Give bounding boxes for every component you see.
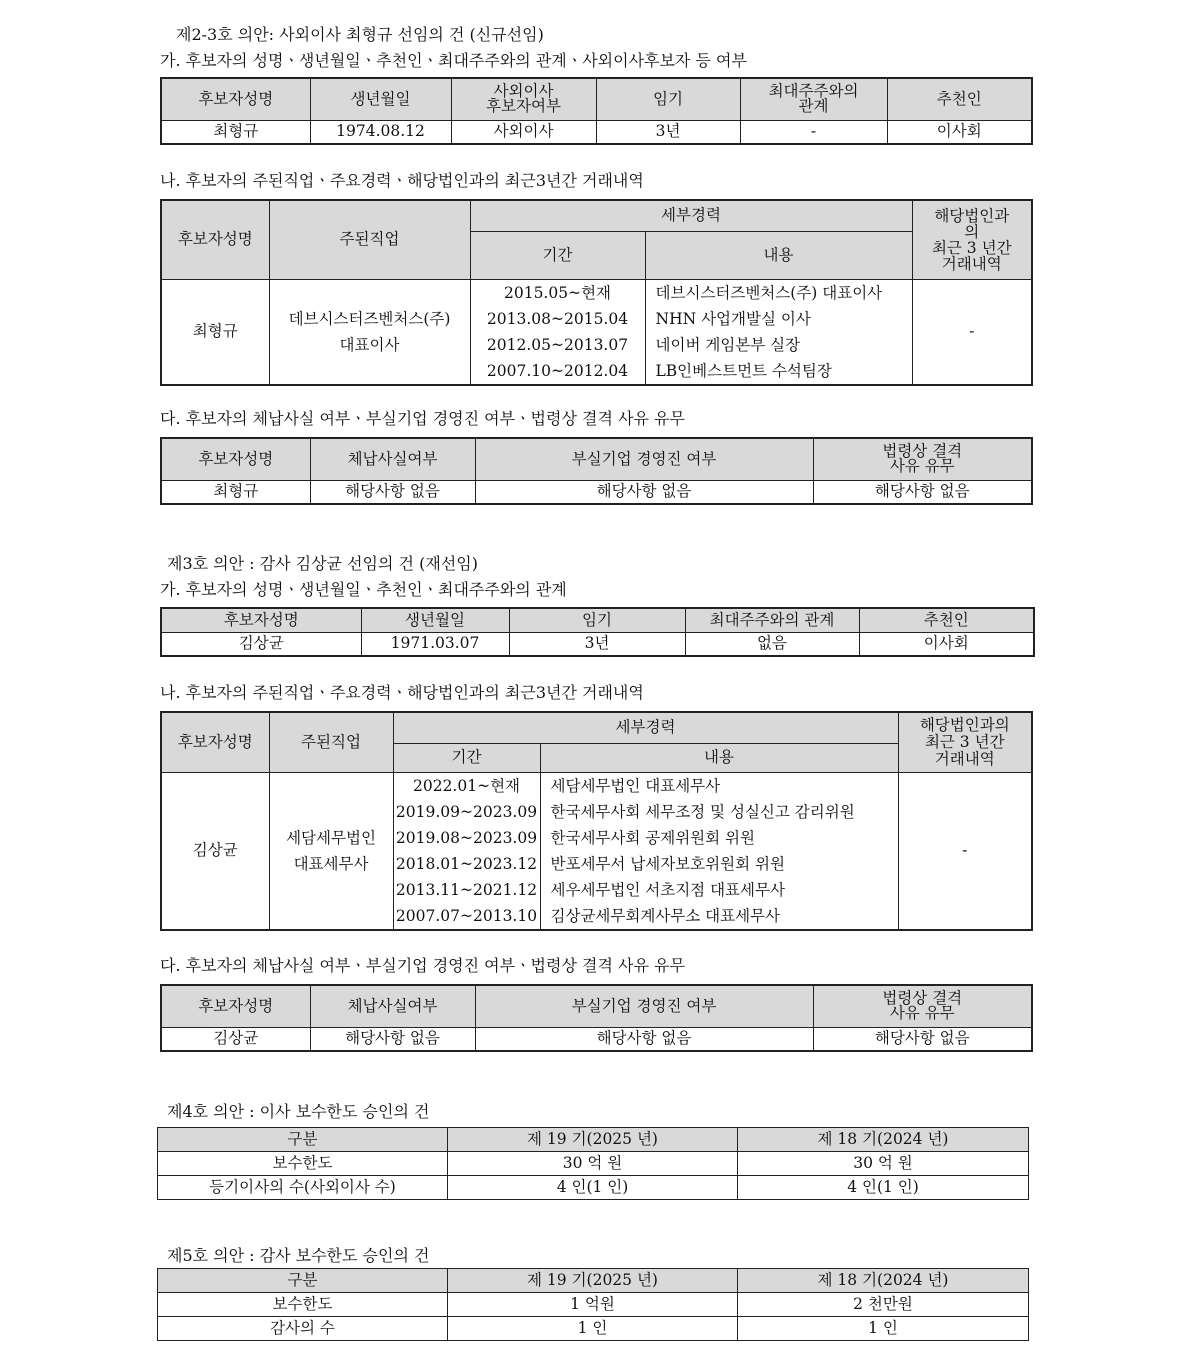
header-category: 구분	[158, 1269, 448, 1293]
header-relation: 최대주주와의 관계	[685, 608, 859, 632]
cell-job: 세담세무법인 대표세무사	[269, 772, 393, 930]
cell-category: 보수한도	[158, 1152, 448, 1176]
cell-term-19: 30 억 원	[448, 1152, 738, 1176]
cell-trade: -	[912, 279, 1032, 385]
header-relation: 최대주주와의 관계	[740, 78, 887, 120]
header-legal-reason: 법령상 결격 사유 유무	[813, 438, 1032, 480]
header-name: 후보자성명	[161, 438, 310, 480]
section-c-heading: 다. 후보자의 체납사실 여부ㆍ부실기업 경영진 여부ㆍ법령상 결격 사유 유무	[160, 956, 685, 975]
header-insolvent: 부실기업 경영진 여부	[475, 438, 813, 480]
header-career: 세부경력	[393, 712, 898, 743]
header-name: 후보자성명	[161, 712, 269, 772]
section-b-heading: 나. 후보자의 주된직업ㆍ주요경력ㆍ해당법인과의 최근3년간 거래내역	[160, 683, 644, 702]
cell-category: 등기이사의 수(사외이사 수)	[158, 1176, 448, 1200]
cell-category: 보수한도	[158, 1293, 448, 1317]
header-term-19: 제 19 기(2025 년)	[448, 1269, 738, 1293]
cell-term-19: 1 인	[448, 1317, 738, 1341]
content-item: 세우세무법인 서초지점 대표세무사	[550, 880, 785, 899]
content-item: 네이버 게임본부 실장	[655, 335, 801, 354]
header-outside-director: 사외이사 후보자여부	[451, 78, 596, 120]
cell-category: 감사의 수	[158, 1317, 448, 1341]
cell-birth: 1974.08.12	[310, 120, 451, 144]
header-term-19: 제 19 기(2025 년)	[448, 1128, 738, 1152]
section-b-heading: 나. 후보자의 주된직업ㆍ주요경력ㆍ해당법인과의 최근3년간 거래내역	[160, 171, 644, 190]
cell-name: 김상균	[161, 632, 361, 656]
cell-legal-reason: 해당사항 없음	[813, 1027, 1032, 1051]
cell-name: 김상균	[161, 1027, 310, 1051]
period-item: 2019.08~2023.09	[395, 828, 538, 847]
header-name: 후보자성명	[161, 985, 310, 1027]
header-tax-arrears: 체납사실여부	[310, 438, 475, 480]
section-a-heading: 가. 후보자의 성명ㆍ생년월일ㆍ추천인ㆍ최대주주와의 관계	[160, 580, 567, 599]
cell-tax-arrears: 해당사항 없음	[310, 480, 475, 504]
content-item: 한국세무사회 공제위원회 위원	[550, 828, 756, 847]
cell-term-18: 2 천만원	[738, 1293, 1029, 1317]
header-term: 임기	[596, 78, 740, 120]
agenda-2-3-title: 제2-3호 의안: 사외이사 최형규 선임의 건 (신규선임)	[176, 25, 544, 44]
header-career: 세부경력	[470, 200, 912, 231]
agenda-4-title: 제4호 의안 : 이사 보수한도 승인의 건	[167, 1102, 430, 1121]
content-item: 한국세무사회 세무조정 및 성실신고 감리위원	[550, 802, 855, 821]
cell-term-18: 30 억 원	[738, 1152, 1029, 1176]
agenda-5-title: 제5호 의안 : 감사 보수한도 승인의 건	[167, 1246, 430, 1265]
cell-relation: 없음	[685, 632, 859, 656]
content-item: 세담세무법인 대표세무사	[550, 776, 721, 795]
cell-legal-reason: 해당사항 없음	[813, 480, 1032, 504]
header-name: 후보자성명	[161, 200, 269, 279]
cell-contents	[645, 279, 912, 385]
candidate-info-table	[160, 77, 1033, 145]
cell-insolvent: 해당사항 없음	[475, 480, 813, 504]
header-recommender: 추천인	[887, 78, 1032, 120]
header-name: 후보자성명	[161, 78, 310, 120]
disqualification-table	[160, 984, 1033, 1052]
header-category: 구분	[158, 1128, 448, 1152]
cell-name: 최형규	[161, 120, 310, 144]
period-item: 2018.01~2023.12	[395, 854, 538, 873]
cell-birth: 1971.03.07	[361, 632, 509, 656]
header-birth: 생년월일	[361, 608, 509, 632]
cell-name: 김상균	[161, 772, 269, 930]
cell-relation: -	[740, 120, 887, 144]
cell-term-18: 1 인	[738, 1317, 1029, 1341]
director-pay-table	[157, 1127, 1029, 1200]
header-tax-arrears: 체납사실여부	[310, 985, 475, 1027]
period-item: 2013.11~2021.12	[395, 880, 538, 899]
candidate-info-table	[160, 607, 1035, 657]
header-period: 기간	[393, 743, 540, 772]
career-table	[160, 199, 1033, 386]
header-term-18: 제 18 기(2024 년)	[738, 1128, 1029, 1152]
cell-contents	[540, 772, 898, 930]
header-content: 내용	[540, 743, 898, 772]
career-table	[160, 711, 1033, 931]
cell-tax-arrears: 해당사항 없음	[310, 1027, 475, 1051]
cell-trade: -	[898, 772, 1032, 930]
header-name: 후보자성명	[161, 608, 361, 632]
header-recommender: 추천인	[859, 608, 1034, 632]
cell-term: 3년	[509, 632, 685, 656]
cell-term-19: 4 인(1 인)	[448, 1176, 738, 1200]
header-insolvent: 부실기업 경영진 여부	[475, 985, 813, 1027]
header-period: 기간	[470, 231, 645, 279]
auditor-pay-table	[157, 1268, 1029, 1341]
period-item: 2022.01~현재	[412, 776, 521, 795]
content-item: 반포세무서 납세자보호위원회 위원	[550, 854, 785, 873]
cell-recommender: 이사회	[859, 632, 1034, 656]
disqualification-table	[160, 437, 1033, 505]
cell-insolvent: 해당사항 없음	[475, 1027, 813, 1051]
header-legal-reason: 법령상 결격 사유 유무	[813, 985, 1032, 1027]
period-item: 2007.07~2013.10	[395, 906, 538, 925]
period-item: 2012.05~2013.07	[486, 335, 629, 354]
header-job: 주된직업	[269, 712, 393, 772]
section-a-heading: 가. 후보자의 성명ㆍ생년월일ㆍ추천인ㆍ최대주주와의 관계ㆍ사외이사후보자 등 여부	[160, 51, 747, 70]
header-trade: 해당법인과의 최근 3 년간 거래내역	[898, 712, 1032, 772]
period-item: 2019.09~2023.09	[395, 802, 538, 821]
cell-term: 3년	[596, 120, 740, 144]
cell-periods	[393, 772, 540, 930]
header-birth: 생년월일	[310, 78, 451, 120]
cell-term-19: 1 억원	[448, 1293, 738, 1317]
header-job: 주된직업	[269, 200, 470, 279]
header-content: 내용	[645, 231, 912, 279]
cell-name: 최형규	[161, 480, 310, 504]
period-item: 2015.05~현재	[503, 283, 612, 302]
section-c-heading: 다. 후보자의 체납사실 여부ㆍ부실기업 경영진 여부ㆍ법령상 결격 사유 유무	[160, 409, 685, 428]
period-item: 2013.08~2015.04	[486, 309, 629, 328]
cell-name: 최형규	[161, 279, 269, 385]
header-trade: 해당법인과 의 최근 3 년간 거래내역	[912, 200, 1032, 279]
cell-recommender: 이사회	[887, 120, 1032, 144]
cell-term-18: 4 인(1 인)	[738, 1176, 1029, 1200]
cell-outside-director: 사외이사	[451, 120, 596, 144]
period-item: 2007.10~2012.04	[486, 361, 629, 380]
header-term-18: 제 18 기(2024 년)	[738, 1269, 1029, 1293]
content-item: NHN 사업개발실 이사	[655, 309, 811, 328]
content-item: LB인베스트먼트 수석팀장	[655, 361, 832, 380]
content-item: 데브시스터즈벤처스(주) 대표이사	[655, 283, 883, 302]
agenda-3-title: 제3호 의안 : 감사 김상균 선임의 건 (재선임)	[167, 554, 478, 573]
cell-job: 데브시스터즈벤처스(주) 대표이사	[269, 279, 470, 385]
content-item: 김상균세무회계사무소 대표세무사	[550, 906, 781, 925]
cell-periods	[470, 279, 645, 385]
header-term: 임기	[509, 608, 685, 632]
